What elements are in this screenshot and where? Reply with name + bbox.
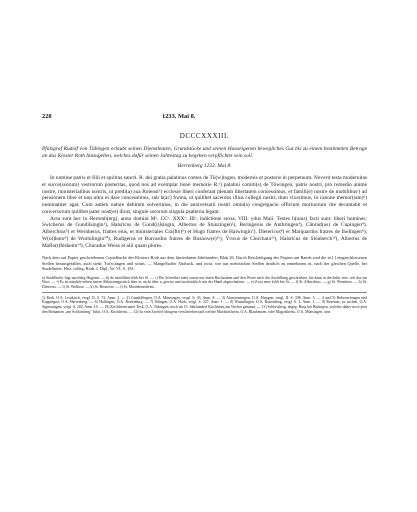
place-date-line: Herrenberg 1233. Mai 8. [177,163,232,170]
footnote-divider [42,292,367,293]
charter-text [42,175,367,249]
regest-summary: Pfalzgraf Rudolf von Tübingen erlaubt seinen Dienstleuten, Grundstücke und seinen Hauseigenen bewegliches Gut bis zu einem bestimmten Betrage an das Kloster Roth hinzugeben, welches dafür seinen Jahrestag zu begehen verpflichtet sein soll. [42,146,367,159]
header-date: 1233. Mai 8. [162,113,196,120]
document-number: DCCCXXXIII. [179,132,230,140]
source-note: Nach dem auf Papier geschriebenen Copialbuche des Klosters Roth aus dem fünfzehnten Jahrhundert, Blatt 26. Durch Beschädigung des Papiers am Rande sind die in [ ] eingeschlossenen Stellen herausgefallen, auch steht: Tw(w)ingen und seinis. — Mangelhafter Abdruck, und zwar, wie aus mehrfachen Stellen deutlich zu entnehmen ist, nach der gleichen Quelle, bei Stadelhofer, Hist. colleg. Roth. I, Dipl. Nr. VI, S. 181. [42,255,367,272]
numbered-footnotes: 1) Roth, O.A. Leutkirch, vergl. II, S. 72, Anm. 2. — 2) Gundelfingen, O.A. Münsingen, vergl. S. 43, Anm. 8. — 3) Alstezenzingen, O.A. Ehingen, vergl. II. S. 338, Anm. 5. — 4 und 5) Heberstreingen und Kuppingen, O.A. Herrenberg. — 6) Halfingen, O.A. Rottenburg. — 7) Ihlingen, O.A. Horb, vergl. S. 257, Anm. 1. — 8) Wurmlingen, O.A. Rottenburg, vergl. S. 2, Anm. 1. — 9) Rosenau, zu suchen, O.A. Sigmaringen, vergl. S. 202, Anm. 10. — 10) Kirchheim unter Teck, O.A. Tübingen, noch im 15. Jahrhundert Kirchheim am Neckar genannt. — 11) Schlossberg, abgeg. Burg bei Bettingen, welches daher noch jetzt den Beinamen „am Schlossberg" führt, O.A. Kirchheim. — 12) Ist eine Zweifel übrigens verschrieben und welche Machtolsheim, O.A. Blaubeuren, oder Magolsheim, O.A. Münsingen, sein. [42,295,367,314]
text-critical-notes: a) Stadelhofer fügt unrichtig Hugonis. — b) de mobilibus fehlt bei St. — c) Der Schreiber hatte zuerst nur einen Buchstaben und den Worte nach der Ausfüllung geschrieben, bis dann in die dafür eine, wie das ein Wort. — ᵈ) Es ist nämlich neben einem Abkürzungsstrich über er, nicht über n, gewiss und ausdrücklich mit der Hand abgeschnitten. — e) Zwei neue fehlt bei St. — f) St. Alberchtus. — g) St. Wernhuro. — h) St. Dieterius. — i) St. Wolhoto. — k) St. Bosnowe. — l) St. Machdenesheim. [42,275,367,290]
running-header [42,113,367,123]
document-page [42,113,367,315]
page-number: 228 [42,113,52,120]
charter-paragraph: Acta sunt hec in Herrenb(erg), anno domini Mᵒ. CCᵒ. XXXᵒ. IIIᵒ, indictione sexta, VIII. ydus Maii. Testes h(uius) facti sunt: liberi homines: Swicherus de Gundilsingin¹), Halsricus de Gund(i)lsingin, Albertus de Stunzingen²), Beringerus de Anthringen³), Cůnrad(us) de Cupingen⁴). Alberchtus⁵) et Wernherus, fratres eius, et ministeriales Cra(fto)⁶) et Hugo fratres de Halwingin⁷), Dietericus⁸) et Marquardus fratres de Ihelingen⁹), W(ol)hoto⁹) de Wurmlingin¹⁰), Rudigerus et Burcardus fratres de Rosnow(e)¹¹), Ÿricus de Chirchain¹²), Halsricus de Slouberch¹³), Albertus de Maflo(t)fesheim¹⁴), Cůnradus Weiss et alii quam plures. [42,215,367,249]
charter-paragraph: In nomine patris et filii et spiritus sancti. R. dei gratia palatinus comes de Tö(w)ingen, modernis et posteris in perpetuum. Noverit testa modernitas et succe(ssorum) vestrorum posteritas, quod nos ad exemplar bone memorie R.ᵃ) palatini comiti(s) de Töwingen, patris nostri, pro remedio anime nostre, ministerialibus nostris, ut predi(a) sua Rotensiᵇ) ecclesie liberi conferant plenam libertatem concessimus, et famili(e) nostre de mobilibusᶜ) ad pensionem libre et non ultra ei dare concessimus, sub h(ac) forma, ut quilibet sacerdos illius collegii nostri, dum vixerimus, in canone memor(iam)ᵈ) nominatiter agat. Cum autem nature debitum solverimus, in die anniversarii nostri omni(s) congregacio officium mortuorum rite decantabit et conversorum quilibet pater nost(er) dicat, singule sororum singula psalteria legant. [42,175,367,215]
